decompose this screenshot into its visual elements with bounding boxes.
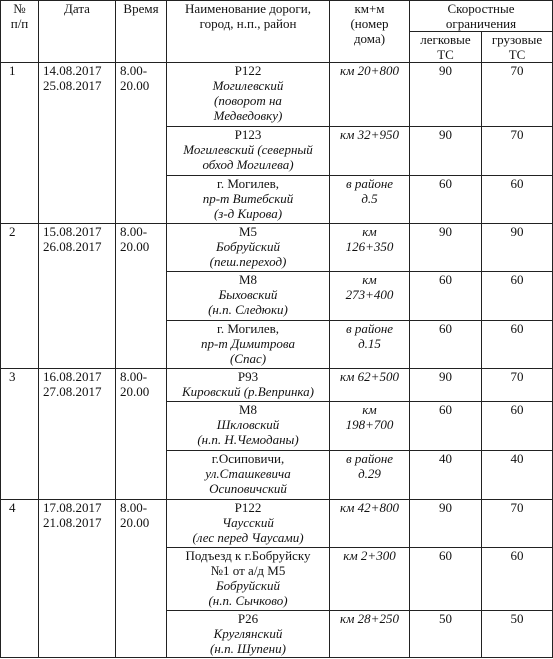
row-dates: 15.08.2017 26.08.2017 <box>39 224 116 369</box>
car-limit-cell: 90 <box>410 63 482 127</box>
road-description: Бобруйский (н.п. Сычково) <box>208 578 288 608</box>
km-cell: км 126+350 <box>330 224 410 272</box>
road-name: Р122 <box>234 63 262 78</box>
road-cell <box>167 272 330 321</box>
road-description: Круглянский (н.п. Шупени) <box>210 626 286 656</box>
header-km: км+м (номер дома) <box>330 1 410 63</box>
road-cell <box>167 451 330 500</box>
truck-limit-cell: 70 <box>482 500 553 548</box>
row-time: 8.00- 20.00 <box>116 224 167 369</box>
row-time: 8.00- 20.00 <box>116 369 167 500</box>
row-number: 2 <box>1 224 39 369</box>
road-cell <box>167 402 330 451</box>
road-name: Р123 <box>234 127 262 142</box>
car-limit-cell: 90 <box>410 500 482 548</box>
road-name: Р93 <box>237 369 259 384</box>
road-name: М5 <box>238 224 258 239</box>
row-number: 4 <box>1 500 39 658</box>
car-limit-cell: 50 <box>410 611 482 658</box>
row-dates: 14.08.2017 25.08.2017 <box>39 63 116 224</box>
truck-limit-cell: 90 <box>482 224 553 272</box>
road-description: ул.Сташкевича Осиповичский <box>205 466 291 496</box>
car-limit-cell: 60 <box>410 272 482 321</box>
table-body <box>1 63 553 658</box>
truck-limit-cell: 70 <box>482 127 553 176</box>
road-name: Р122 <box>234 500 262 515</box>
km-cell: в районе д.5 <box>330 176 410 224</box>
km-cell: в районе д.29 <box>330 451 410 500</box>
road-cell <box>167 63 330 127</box>
road-name: г. Могилев, <box>216 176 280 191</box>
km-cell: км 198+700 <box>330 402 410 451</box>
road-cell <box>167 611 330 658</box>
road-cell <box>167 500 330 548</box>
row-time: 8.00- 20.00 <box>116 500 167 658</box>
truck-limit-cell: 60 <box>482 176 553 224</box>
row-number: 1 <box>1 63 39 224</box>
road-cell <box>167 127 330 176</box>
truck-limit-cell: 70 <box>482 63 553 127</box>
road-cell <box>167 321 330 369</box>
car-limit-cell: 60 <box>410 176 482 224</box>
car-limit-cell: 90 <box>410 224 482 272</box>
car-limit-cell: 90 <box>410 127 482 176</box>
row-dates: 16.08.2017 27.08.2017 <box>39 369 116 500</box>
road-description: пр-т Витебский (з-д Кирова) <box>202 191 294 221</box>
car-limit-cell: 90 <box>410 369 482 402</box>
road-description: Кировский (р.Вепринка) <box>181 384 315 399</box>
header-cars: легковые ТС <box>410 32 482 63</box>
road-name: г. Могилев, <box>216 321 280 336</box>
truck-limit-cell: 60 <box>482 321 553 369</box>
header-speed-limits: Скоростные ограничения <box>410 1 553 32</box>
truck-limit-cell: 60 <box>482 272 553 321</box>
truck-limit-cell: 60 <box>482 402 553 451</box>
km-cell: км 42+800 <box>330 500 410 548</box>
road-description: пр-т Димитрова (Спас) <box>201 336 295 366</box>
header-trucks: грузовые ТС <box>482 32 553 63</box>
km-cell: км 62+500 <box>330 369 410 402</box>
truck-limit-cell: 70 <box>482 369 553 402</box>
road-description: Шкловский (н.п. Н.Чемоданы) <box>197 417 299 447</box>
km-cell: км 2+300 <box>330 548 410 611</box>
road-name: Р26 <box>237 611 259 626</box>
car-limit-cell: 60 <box>410 548 482 611</box>
header-time: Время <box>116 1 167 63</box>
header-num: № п/п <box>1 1 39 63</box>
road-name: г.Осиповичи, <box>211 451 285 466</box>
header-date: Дата <box>39 1 116 63</box>
table-row <box>1 369 553 402</box>
km-cell: км 20+800 <box>330 63 410 127</box>
km-cell: в районе д.15 <box>330 321 410 369</box>
road-description: Могилевский (северный обход Могилева) <box>183 142 313 172</box>
car-limit-cell: 60 <box>410 321 482 369</box>
road-cell <box>167 369 330 402</box>
road-cell <box>167 176 330 224</box>
table-row <box>1 224 553 272</box>
car-limit-cell: 40 <box>410 451 482 500</box>
km-cell: км 28+250 <box>330 611 410 658</box>
road-name: Подъезд к г.Бобруйску №1 от а/д М5 <box>185 548 311 578</box>
truck-limit-cell: 60 <box>482 548 553 611</box>
road-description: Чаусский (лес перед Чаусами) <box>192 515 304 545</box>
row-time: 8.00- 20.00 <box>116 63 167 224</box>
table-row <box>1 63 553 127</box>
road-name: М8 <box>238 402 258 417</box>
road-cell <box>167 224 330 272</box>
road-description: Быховский (н.п. Следюки) <box>208 287 288 317</box>
road-cell <box>167 548 330 611</box>
road-name: М8 <box>238 272 258 287</box>
road-description: Бобруйский (пеш.переход) <box>209 239 287 269</box>
km-cell: км 32+950 <box>330 127 410 176</box>
row-dates: 17.08.2017 21.08.2017 <box>39 500 116 658</box>
truck-limit-cell: 40 <box>482 451 553 500</box>
km-cell: км 273+400 <box>330 272 410 321</box>
car-limit-cell: 60 <box>410 402 482 451</box>
table-row <box>1 500 553 548</box>
header-road: Наименование дороги, город, н.п., район <box>167 1 330 63</box>
truck-limit-cell: 50 <box>482 611 553 658</box>
row-number: 3 <box>1 369 39 500</box>
road-description: Могилевский (поворот на Медведовку) <box>212 78 284 123</box>
